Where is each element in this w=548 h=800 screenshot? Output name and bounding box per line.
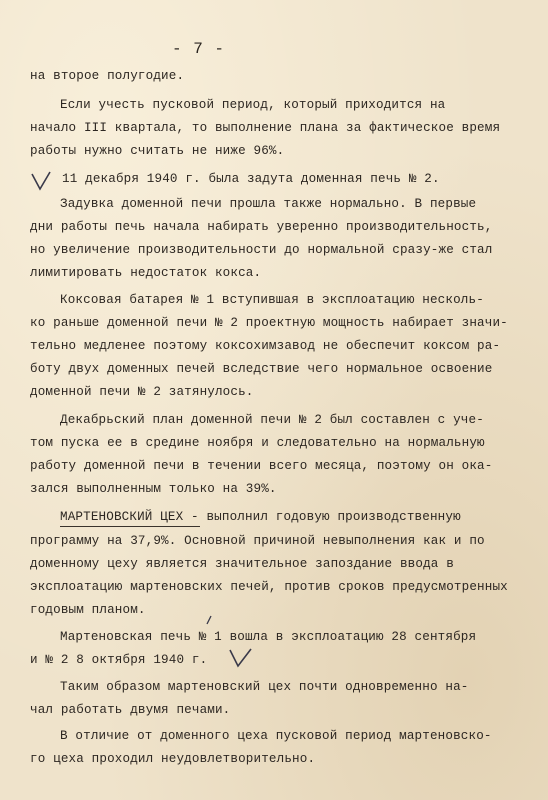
text-line: но увеличение производительности до нормальной сразу-же стал (30, 243, 493, 257)
text-line: работу доменной печи в течении всего месяца, поэтому он ока- (30, 459, 493, 473)
text-line: Таким образом мартеновский цех почти одновременно на- (60, 680, 469, 694)
text-line: годовым планом. (30, 603, 146, 617)
text-line: В отличие от доменного цеха пусковой период мартеновско- (60, 729, 492, 743)
tick-mark-icon (205, 614, 219, 628)
text-line: го цеха проходил неудовлетворительно. (30, 752, 316, 766)
text-line: Мартеновская печь № 1 вошла в эксплоатацию 28 сентября (60, 630, 477, 644)
text-line: Задувка доменной печи прошла также нормально. В первые (60, 197, 477, 211)
text-line: начало III квартала, то выполнение плана за фактическое время (30, 121, 501, 135)
text-line: Декабрьский план доменной печи № 2 был составлен с уче- (60, 413, 484, 427)
text-line: и № 2 8 октября 1940 г. (30, 653, 208, 667)
text-line: чал работать двумя печами. (30, 703, 231, 717)
text-line: тельно медленее поэтому коксохимзавод не обеспечит коксом ра- (30, 339, 501, 353)
text-line: лимитировать недостаток кокса. (30, 266, 262, 280)
heading-underline (60, 526, 200, 527)
text-line: том пуска ее в средине ноября и следовательно на нормальную (30, 436, 485, 450)
section-heading-line: МАРТЕНОВСКИЙ ЦЕХ - выполнил годовую производственную (60, 510, 461, 524)
text-line: 11 декабря 1940 г. была задута доменная печь № 2. (62, 172, 440, 186)
text-line: на второе полугодие. (30, 69, 185, 83)
text-line: программу на 37,9%. Основной причиной невыполнения как и по (30, 534, 485, 548)
text-line: доменному цеху является значительное запоздание ввода в (30, 557, 454, 571)
text-line: эксплоатацию мартеновских печей, против сроков предусмотренных (30, 580, 508, 594)
text-line: Коксовая батарея № 1 вступившая в эксплоатацию несколь- (60, 293, 484, 307)
check-mark-icon (228, 646, 254, 670)
text-line: зался выполненным только на 39%. (30, 482, 277, 496)
text-line: боту двух доменных печей вследствие чего нормальное освоение (30, 362, 493, 376)
check-mark-icon (30, 170, 52, 192)
text-line: Если учесть пусковой период, который приходится на (60, 98, 446, 112)
text-line: дни работы печь начала набирать уверенно производительность, (30, 220, 493, 234)
text-line: ко раньше доменной печи № 2 проектную мощность набирает значи- (30, 316, 508, 330)
page-number: - 7 - (172, 40, 226, 58)
text-line: работы нужно считать не ниже 96%. (30, 144, 285, 158)
text-line: доменной печи № 2 затянулось. (30, 385, 254, 399)
